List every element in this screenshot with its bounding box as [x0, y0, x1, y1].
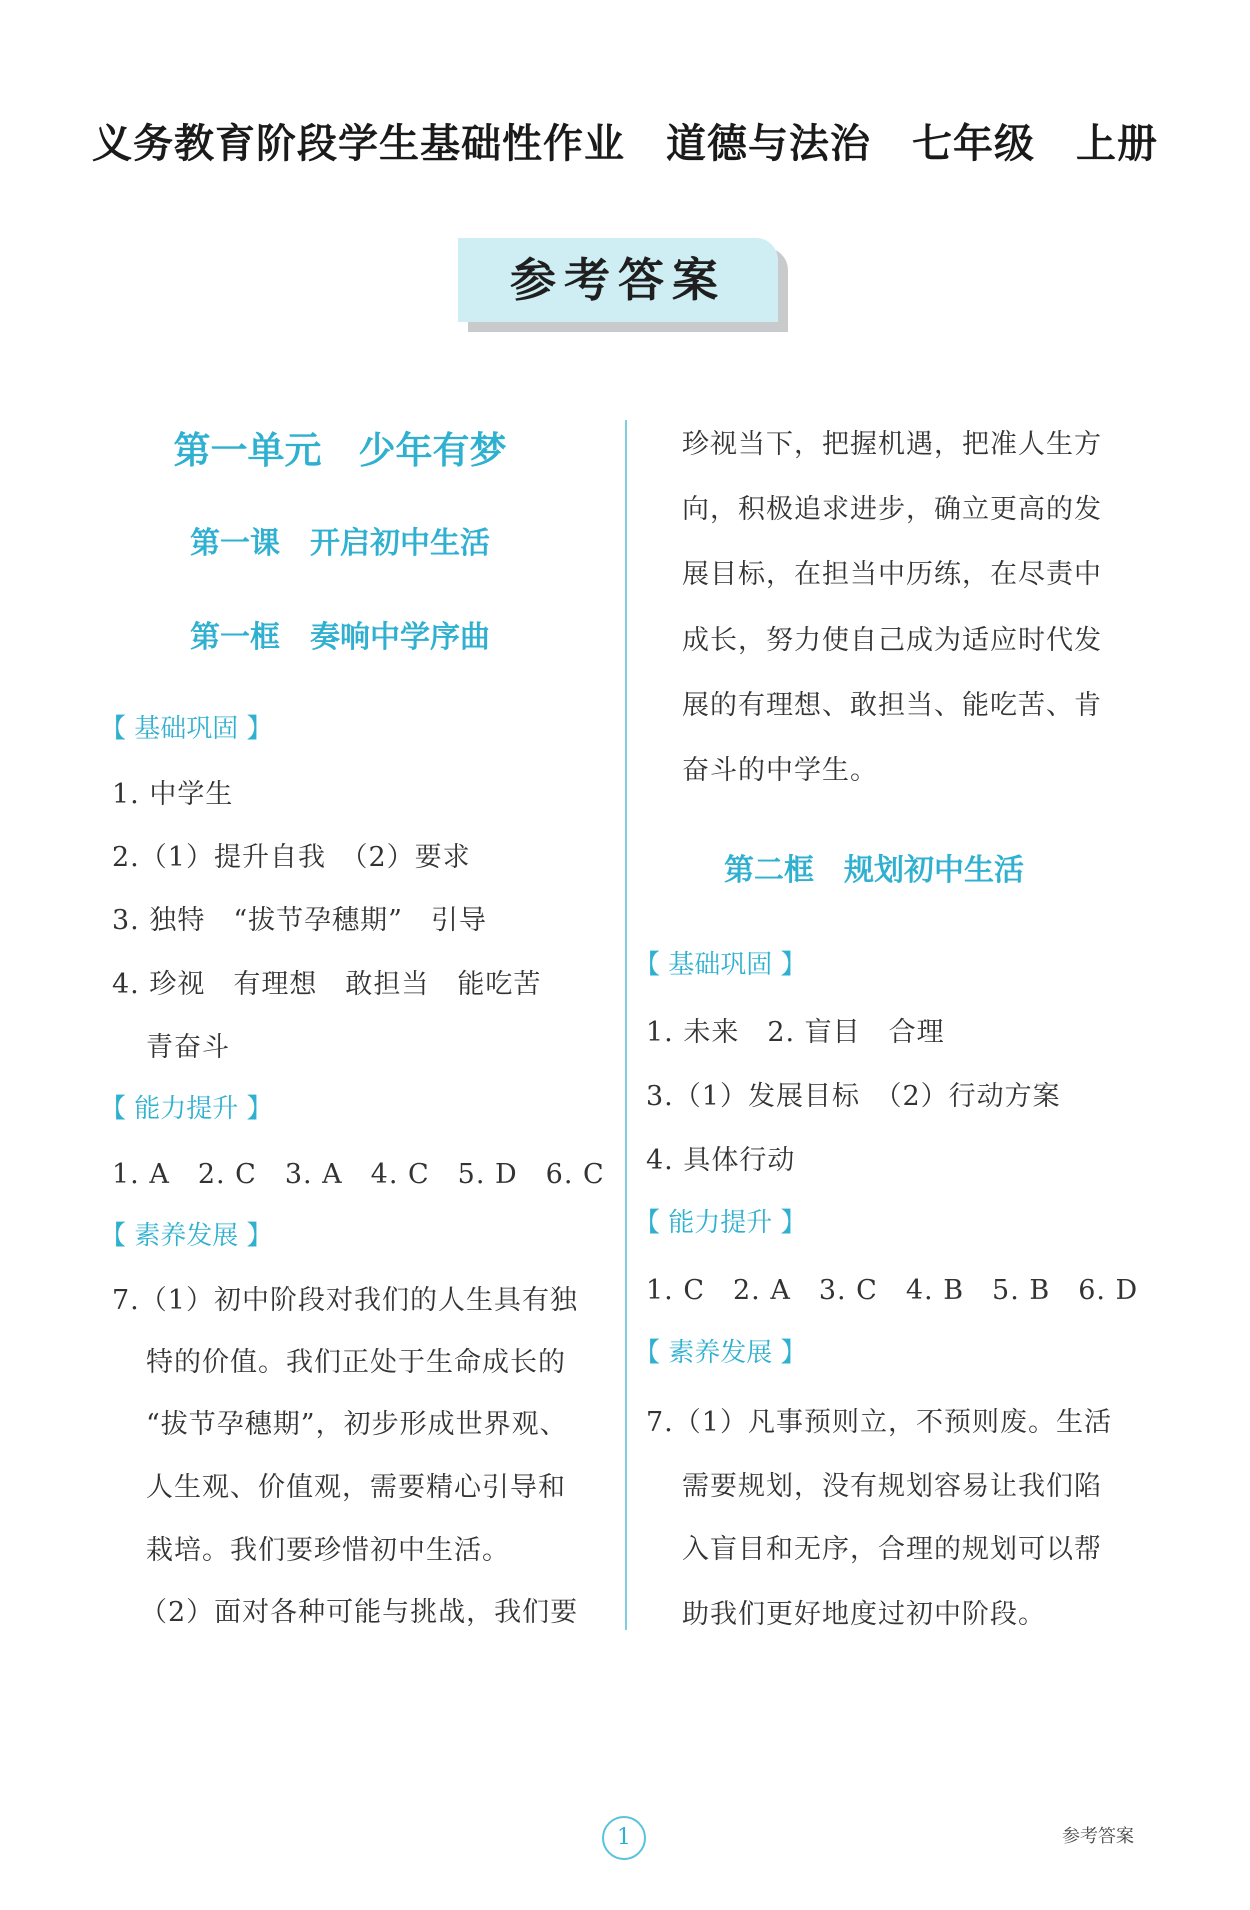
quality-line: 需要规划，没有规划容易让我们陷	[682, 1471, 1102, 1502]
book-title: 义务教育阶段学生基础性作业 道德与法治 七年级 上册	[92, 120, 1158, 167]
footer-section-label: 参考答案	[1062, 1826, 1134, 1847]
answer-key-banner	[458, 238, 788, 332]
quality-line: 栽培。我们要珍惜初中生活。	[146, 1535, 510, 1566]
section-basic-left: 【 基础巩固 】	[100, 714, 273, 744]
continuation-line: 成长，努力使自己成为适应时代发	[682, 625, 1102, 656]
continuation-line: 展目标，在担当中历练，在尽责中	[682, 559, 1102, 590]
banner-label: 参考答案	[458, 238, 778, 322]
section-quality-left: 【 素养发展 】	[100, 1221, 273, 1251]
continuation-line: 珍视当下，把握机遇，把准人生方	[682, 429, 1102, 460]
ability-answers-right: 1. C 2. A 3. C 4. B 5. B 6. D	[646, 1275, 1139, 1306]
quality-line: 入盲目和无序，合理的规划可以帮	[682, 1534, 1102, 1565]
quality-line: 7.（1）凡事预则立，不预则废。生活	[646, 1407, 1112, 1438]
section-basic-right: 【 基础巩固 】	[634, 950, 807, 980]
continuation-line: 向，积极追求进步，确立更高的发	[682, 494, 1102, 525]
continuation-line: 奋斗的中学生。	[682, 755, 878, 786]
page-number: 1	[602, 1816, 646, 1860]
quality-line: （2）面对各种可能与挑战，我们要	[140, 1597, 579, 1628]
continuation-line: 展的有理想、敢担当、能吃苦、肯	[682, 690, 1102, 721]
basic-item: 1. 未来 2. 盲目 合理	[646, 1017, 945, 1048]
quality-line: “拔节孕穗期”，初步形成世界观、	[146, 1409, 568, 1440]
quality-line: 助我们更好地度过初中阶段。	[682, 1599, 1046, 1630]
basic-item: 2.（1）提升自我 （2）要求	[112, 842, 471, 873]
lesson-title: 第一课 开启初中生活	[190, 526, 490, 561]
basic-item: 3.（1）发展目标 （2）行动方案	[646, 1081, 1061, 1112]
quality-line: 特的价值。我们正处于生命成长的	[146, 1347, 566, 1378]
unit-title: 第一单元 少年有梦	[173, 428, 507, 472]
ability-answers-left: 1. A 2. C 3. A 4. C 5. D 6. C	[112, 1159, 605, 1190]
basic-item-continued: 青奋斗	[146, 1032, 230, 1063]
basic-item: 4. 珍视 有理想 敢担当 能吃苦	[112, 969, 542, 1000]
quality-line: 7.（1）初中阶段对我们的人生具有独	[112, 1285, 578, 1316]
column-divider	[625, 420, 627, 1630]
basic-item: 1. 中学生	[112, 779, 234, 810]
section-ability-left: 【 能力提升 】	[100, 1094, 273, 1124]
frame-title-2: 第二框 规划初中生活	[724, 853, 1024, 888]
section-ability-right: 【 能力提升 】	[634, 1208, 807, 1238]
basic-item: 3. 独特 “拔节孕穗期” 引导	[112, 905, 487, 936]
frame-title-1: 第一框 奏响中学序曲	[190, 620, 490, 655]
basic-item: 4. 具体行动	[646, 1145, 796, 1176]
section-quality-right: 【 素养发展 】	[634, 1338, 807, 1368]
quality-line: 人生观、价值观，需要精心引导和	[146, 1472, 566, 1503]
